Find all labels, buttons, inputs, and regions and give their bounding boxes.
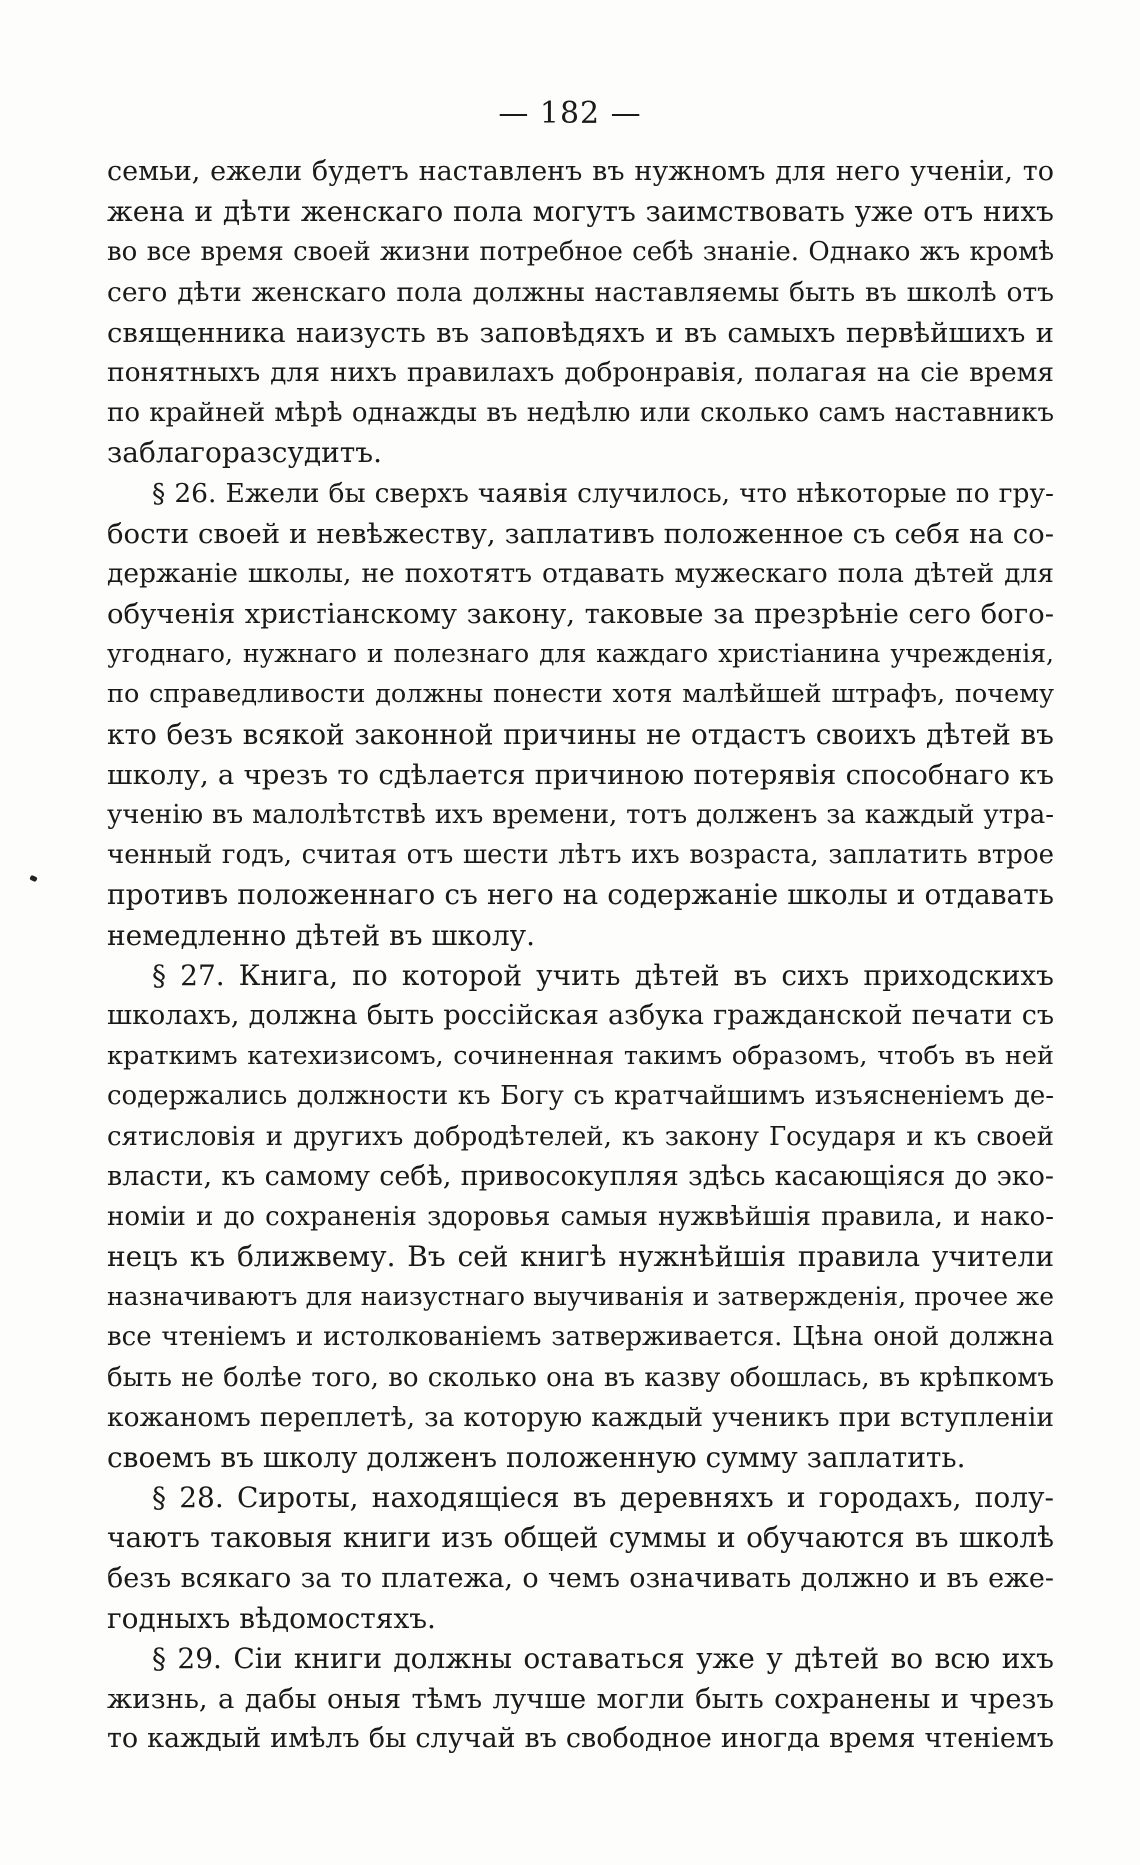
text-line: школу, а чрезъ то сдѣлается причиною потерявія способнаго къ — [107, 758, 1054, 791]
text-line: священника наизусть въ заповѣдяхъ и въ самыхъ первѣйшихъ и — [107, 316, 1054, 349]
text-line: все чтеніемъ и истолкованіемъ затверживается. Цѣна оной должна — [107, 1322, 1054, 1353]
text-line: понятныхъ для нихъ правилахъ добронравія, полагая на сіе время — [107, 356, 1054, 388]
text-line: своемъ въ школу долженъ положенную сумму заплатить. — [107, 1441, 966, 1474]
text-line: держаніе школы, не похотятъ отдавать мужескаго пола дѣтей для — [107, 557, 1054, 589]
text-line: немедленно дѣтей въ школу. — [107, 918, 536, 952]
paragraph-27-start: § 27. Книга, по которой учить дѣтей въ сихъ приходскихъ — [152, 958, 1054, 992]
text-line: жизнь, а дабы оныя тѣмъ лучше могли быть сохранены и чрезъ — [107, 1683, 1054, 1716]
text-line: ченный годъ, считая отъ шести лѣтъ ихъ возраста, заплатить втрое — [107, 840, 1054, 871]
text-line: бости своей и невѣжеству, заплативъ положенное съ себя на со- — [107, 517, 1054, 550]
paragraph-29-start: § 29. Сіи книги должны оставаться уже у дѣтей во всю ихъ — [152, 1641, 1054, 1675]
text-line: сятисловія и другихъ добродѣтелей, къ закону Государя и къ своей — [107, 1121, 1054, 1152]
body-text — [107, 152, 1054, 1760]
text-line: номіи и до сохраненія здоровья самыя нужвѣйшія правила, и нако- — [107, 1201, 1054, 1232]
text-line: нецъ къ ближвему. Въ сей книгѣ нужнѣйшія правила учители — [107, 1240, 1054, 1274]
margin-mark — [29, 875, 37, 882]
text-line: быть не болѣе того, во сколько она въ казву обошлась, въ крѣпкомъ — [107, 1362, 1054, 1393]
text-line: то каждый имѣлъ бы случай въ свободное иногда время чтеніемъ — [107, 1723, 1054, 1755]
text-line: власти, къ самому себѣ, привосокупляя здѣсь касающіяся до эко- — [107, 1160, 1054, 1192]
text-line: угоднаго, нужнаго и полезнаго для каждаго христіанина учрежденія, — [107, 639, 1054, 669]
text-line: безъ всякаго за то платежа, о чемъ означивать должно и въ еже- — [107, 1562, 1054, 1594]
text-line: кто безъ всякой законной причины не отдастъ своихъ дѣтей въ — [107, 717, 1054, 751]
text-line: семьи, ежели будетъ наставленъ въ нужномъ для него ученіи, то — [107, 156, 1054, 187]
text-line: сего дѣти женскаго пола должны наставляемы быть въ школѣ отъ — [107, 276, 1054, 308]
text-line: обученія христіанскому закону, таковые за презрѣніе сего бого- — [107, 598, 1054, 631]
text-line: годныхъ вѣдомостяхъ. — [107, 1601, 436, 1635]
text-line: заблагоразсудитъ. — [107, 436, 382, 470]
text-line: назначиваютъ для наизустнаго выучиванія и затвержденія, прочее же — [107, 1282, 1054, 1312]
paragraph-26-start: § 26. Ежели бы сверхъ чаявія случилось, что нѣкоторые по гру- — [152, 477, 1054, 509]
text-line: жена и дѣти женскаго пола могутъ заимствовать уже отъ нихъ — [107, 195, 1054, 229]
text-line: чаютъ таковыя книги изъ общей суммы и обучаются въ школѣ — [107, 1521, 1054, 1555]
page-number: — 182 — — [498, 96, 642, 131]
text-line: противъ положеннаго съ него на содержаніе школы и отдавать — [107, 878, 1054, 912]
text-line: во все время своей жизни потребное себѣ знаніе. Однако жъ кромѣ — [107, 237, 1054, 268]
text-line: школахъ, должна быть россійская азбука гражданской печати съ — [107, 999, 1054, 1031]
text-line: по справедливости должны понести хотя малѣйшей штрафъ, почему — [107, 679, 1054, 710]
paragraph-28-start: § 28. Сироты, находящіеся въ деревняхъ и городахъ, полу- — [152, 1481, 1054, 1515]
text-line: по крайней мѣрѣ однажды въ недѣлю или сколько самъ наставникъ — [107, 398, 1054, 429]
text-line: содержались должности къ Богу съ кратчайшимъ изъясненіемъ де- — [107, 1081, 1054, 1112]
text-line: кожаномъ переплетѣ, за которую каждый ученикъ при вступленіи — [107, 1401, 1054, 1433]
text-line: краткимъ катехизисомъ, сочиненная такимъ образомъ, чтобъ въ ней — [107, 1041, 1054, 1072]
text-line: ученію въ малолѣтствѣ ихъ времени, тотъ долженъ за каждый утра- — [107, 800, 1054, 830]
